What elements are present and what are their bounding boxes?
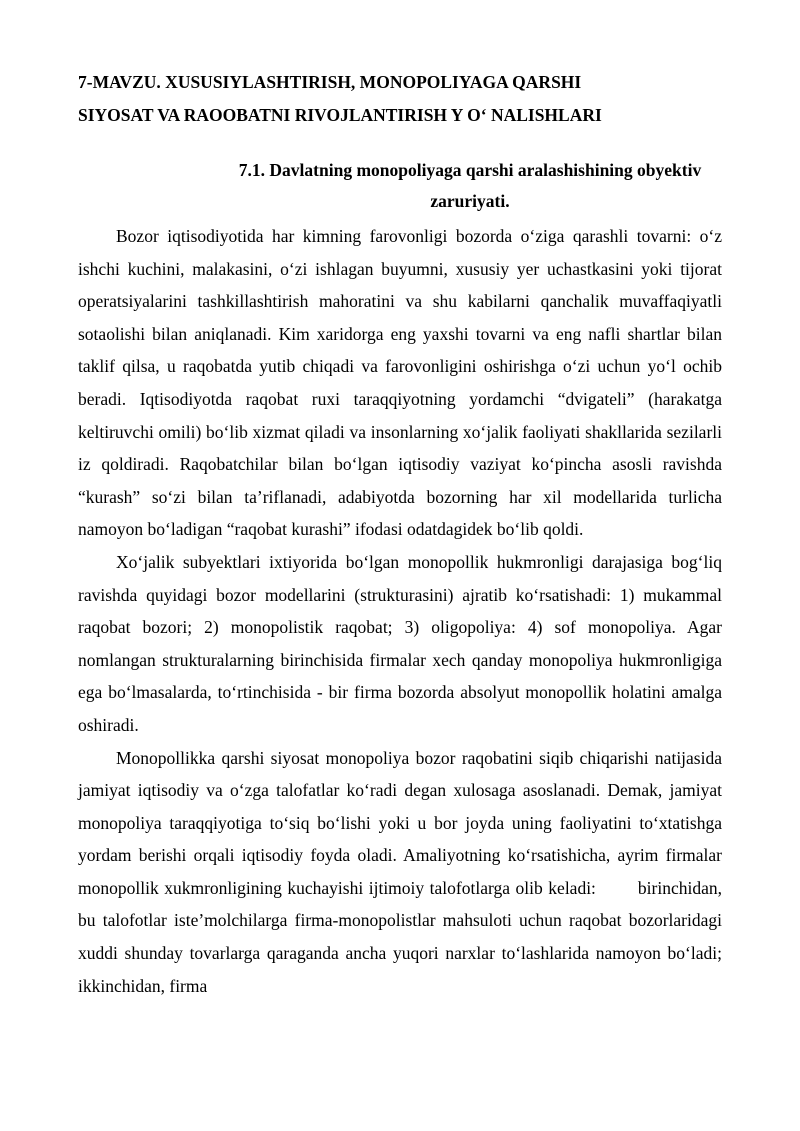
- paragraph-3-part-1: Monopollikka qarshi siyosat monopoliya bozor raqobatini siqib chiqarishi natijasida jamiyat iqtisodiy va o‘zga talofatlar ko‘radi degan xulosaga asoslanadi. Demak, jamiyat monopoliya taraqqiyotiga to‘siq bo‘lishi yoki u bor joyda uning faoliyatini to‘xtatishga yordam berishi orqali iqtisodiy foyda oladi. Amaliyotning ko‘rsatishicha, ayrim firmalar monopollik xukmronligining kuchayishi ijtimoiy talofotlarga olib keladi:: [78, 747, 722, 898]
- section-heading-line-2: zaruriyati.: [430, 191, 510, 211]
- paragraph-1: Bozor iqtisodiyotida har kimning farovonligi bozorda o‘ziga qarashli tovarni: o‘z ishchi kuchini, malakasini, o‘zi ishlagan buyumni, xususiy yer uchastkasini yoki tijorat operatsiyalarini tashkillashtirish mahoratini va shu kabilarni qanchalik muvaffaqiyatli sotaolishi bilan aniqlanadi. Kim xaridorga eng yaxshi tovarni va eng nafli shartlar bilan taklif qilsa, u raqobatda yutib chiqadi va farovonligini oshirishga o‘zi uchun yo‘l ochib beradi. Iqtisodiyotda raqobat ruxi taraqqiyotning yordamchi “dvigateli” (harakatga keltiruvchi omili) bo‘lib xizmat qiladi va insonlarning xo‘jalik faoliyati shakllarida sezilarli iz qoldiradi. Raqobatchilar bilan bo‘lgan iqtisodiy vaziyat ko‘pincha asosli ravishda “kurash” so‘zi bilan ta’riflanadi, adabiyotda bozorning har xil modellarida turlicha namoyon bo‘ladigan “raqobat kurashi” ifodasi odatdagidek bo‘lib qoldi.: [78, 226, 722, 540]
- paragraph-3: [78, 742, 722, 1003]
- page-title-line-1: 7-MAVZU. XUSUSIYLASHTIRISH, MONOPOLIYAGA QARSHI: [78, 72, 582, 92]
- section-heading-line-1: 7.1. Davlatning monopoliyaga qarshi aralashishining obyektiv: [238, 160, 702, 180]
- page-title-line-2: SIYOSAT VA RAOOBATNI RIVOJLANTIRISH Y O‘ NALISHLARI: [78, 105, 602, 125]
- paragraph-2: Xo‘jalik subyektlari ixtiyorida bo‘lgan monopollik hukmronligi darajasiga bog‘liq ravishda quyidagi bozor modellarini (strukturasini) ajratib ko‘rsatishadi: 1) mukammal raqobat bozori; 2) monopolistik raqobat; 3) oligopoliya: 4) sof monopoliya. Agar nomlangan strukturalarning birinchisida firmalar xech qanday monopoliya hukmronligiga ega bo‘lmasalarda, to‘rtinchisida - bir firma bozorda absolyut monopollik holatini amalga oshiradi.: [78, 551, 722, 735]
- section-heading: [200, 155, 740, 217]
- page-title: [78, 66, 738, 132]
- paragraph-3-part-2: birinchidan, bu talofotlar iste’molchilarga firma-monopolistlar mahsuloti uchun raqobat bozorlaridagi xuddi shunday tovarlarga qaraganda ancha yuqori narxlar to‘lashlarida namoyon bo‘ladi; ikkinchidan, firma: [78, 877, 722, 996]
- document-body: [78, 220, 722, 1002]
